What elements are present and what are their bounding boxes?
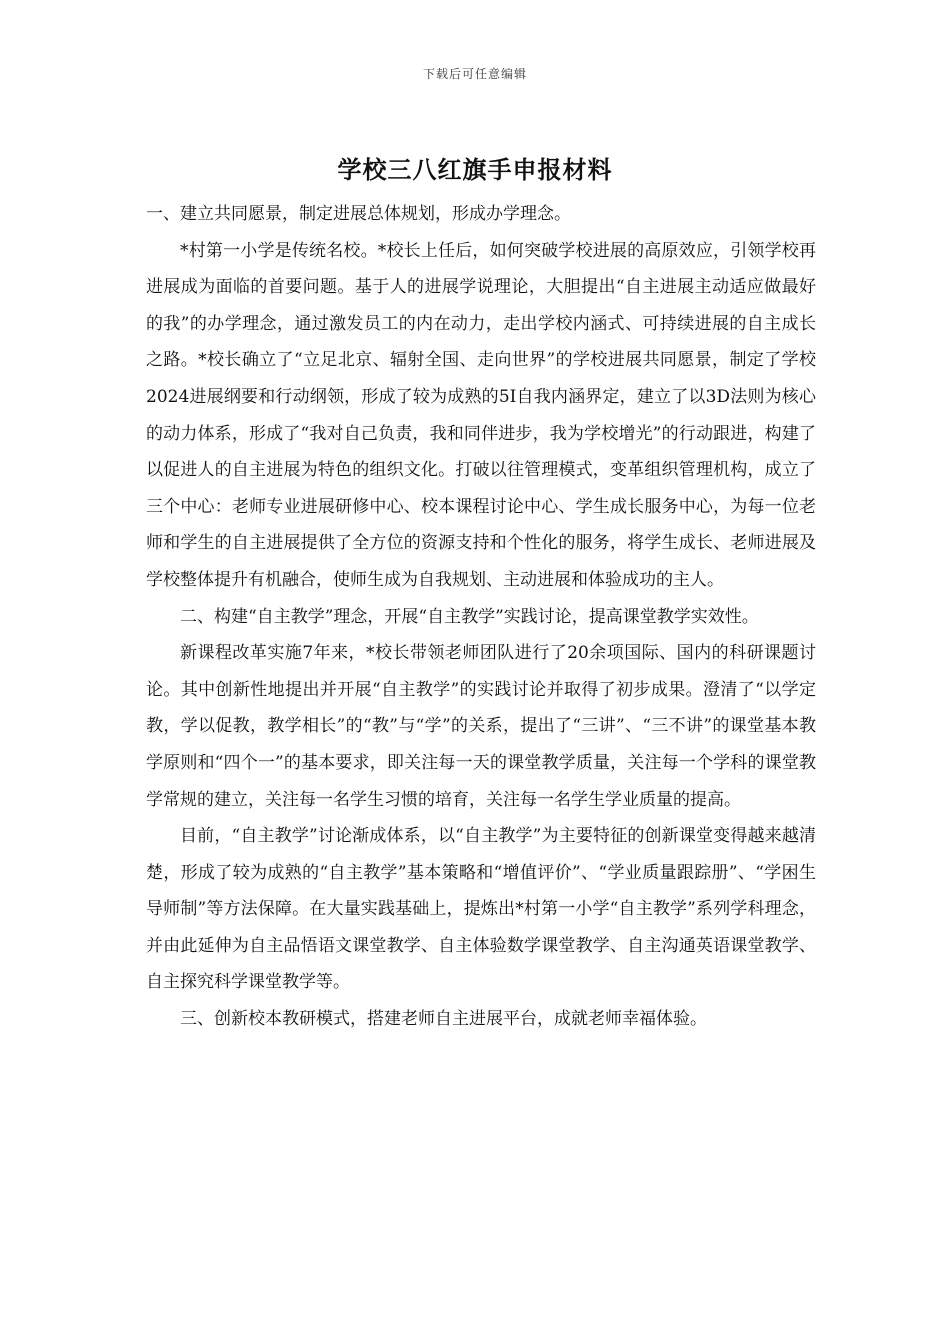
paragraph-3: 目前，“自主教学”讨论渐成体系，以“自主教学”为主要特征的创新课堂变得越来越清楚，形成了较为成熟的“自主教学”基本策略和“增值评价”、“学业质量跟踪册”、“学困生导师制”等方法保障。在大量实践基础上，提炼出*村第一小学“自主教学”系列学科理念，并由此延伸为自主品悟语文课堂教学、自主体验数学课堂教学、自主沟通英语课堂教学、自主探究科学课堂教学等。 bbox=[146, 826, 816, 993]
document-title: 学校三八红旗手申报材料 bbox=[337, 155, 613, 184]
paragraph-1: *村第一小学是传统名校。*校长上任后，如何突破学校进展的高原效应，引领学校再进展成为面临的首要问题。基于人的进展学说理论，大胆提出“自主进展主动适应做最好的我”的办学理念，通过激发员工的内在动力，走出学校内涵式、可持续进展的自主成长之路。*校长确立了“立足北京、辐射全国、走向世界”的学校进展共同愿景，制定了学校2024进展纲要和行动纲领，形成了较为成熟的5I自我内涵界定，建立了以3D法则为核心的动力体系，形成了“我对自己负责，我和同伴进步，我为学校增光”的行动跟进，构建了以促进人的自主进展为特色的组织文化。打破以往管理模式，变革组织管理机构，成立了三个中心：老师专业进展研修中心、校本课程讨论中心、学生成长服务中心，为每一位老师和学生的自主进展提供了全方位的资源支持和个性化的服务，将学生成长、老师进展及学校整体提升有机融合，使师生成为自我规划、主动进展和体验成功的主人。 bbox=[146, 240, 816, 590]
header-note: 下载后可任意编辑 bbox=[422, 67, 527, 81]
section-heading-2: 二、构建“自主教学”理念，开展“自主教学”实践讨论，提高课堂教学实效性。 bbox=[180, 606, 759, 627]
document-body bbox=[146, 196, 816, 1038]
paragraph-2: 新课程改革实施7年来，*校长带领老师团队进行了20余项国际、国内的科研课题讨论。其中创新性地提出并开展“自主教学”的实践讨论并取得了初步成果。澄清了“以学定教，学以促教，教学相长”的“教”与“学”的关系，提出了“三讲”、“三不讲”的课堂基本教学原则和“四个一”的基本要求，即关注每一天的课堂教学质量，关注每一个学科的课堂教学常规的建立，关注每一名学生习惯的培育，关注每一名学生学业质量的提高。 bbox=[146, 643, 816, 810]
section-heading-3: 三、创新校本教研模式，搭建老师自主进展平台，成就老师幸福体验。 bbox=[180, 1009, 707, 1030]
section-heading-1: 一、建立共同愿景，制定进展总体规划，形成办学理念。 bbox=[146, 204, 571, 224]
